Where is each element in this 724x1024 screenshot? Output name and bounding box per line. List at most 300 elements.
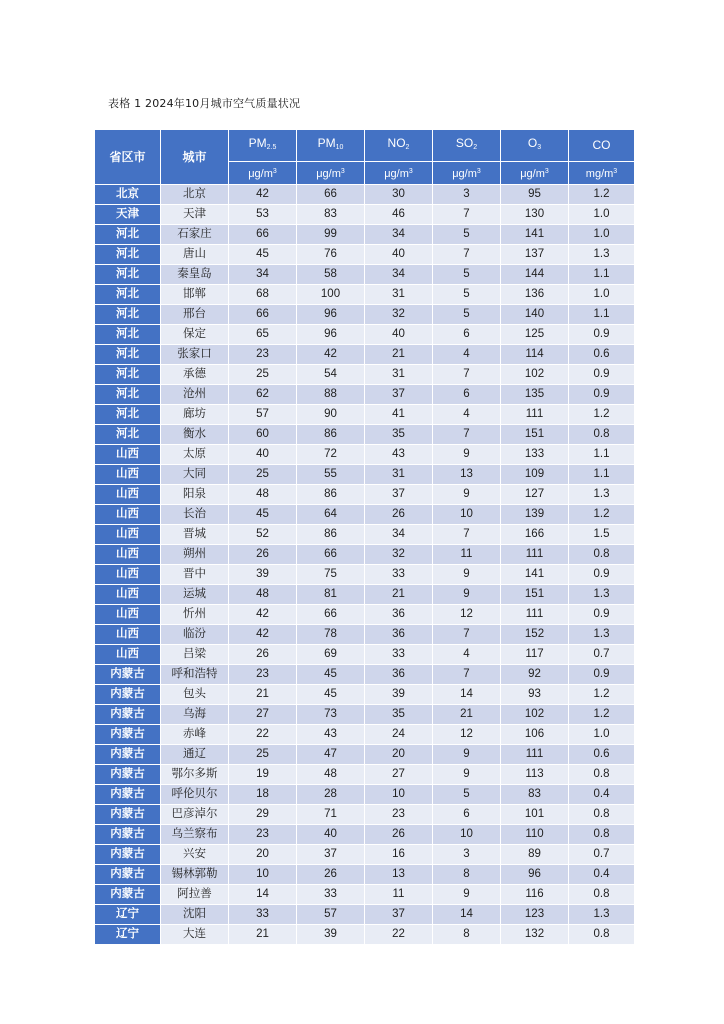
cell-province: 内蒙古 xyxy=(95,685,161,705)
cell-o3: 111 xyxy=(501,605,569,625)
cell-co: 1.3 xyxy=(569,585,635,605)
cell-pm25: 22 xyxy=(229,725,297,745)
cell-province: 河北 xyxy=(95,265,161,285)
cell-pm10: 48 xyxy=(297,765,365,785)
cell-no2: 36 xyxy=(365,605,433,625)
cell-province: 河北 xyxy=(95,365,161,385)
cell-so2: 9 xyxy=(433,445,501,465)
cell-pm25: 68 xyxy=(229,285,297,305)
cell-o3: 166 xyxy=(501,525,569,545)
cell-so2: 5 xyxy=(433,285,501,305)
cell-co: 1.1 xyxy=(569,265,635,285)
cell-co: 0.8 xyxy=(569,825,635,845)
cell-no2: 10 xyxy=(365,785,433,805)
cell-province: 山西 xyxy=(95,485,161,505)
cell-no2: 46 xyxy=(365,205,433,225)
cell-o3: 96 xyxy=(501,865,569,885)
cell-co: 0.8 xyxy=(569,425,635,445)
cell-co: 0.8 xyxy=(569,805,635,825)
cell-pm10: 73 xyxy=(297,705,365,725)
cell-pm10: 96 xyxy=(297,325,365,345)
cell-pm25: 26 xyxy=(229,645,297,665)
cell-pm10: 76 xyxy=(297,245,365,265)
cell-pm25: 10 xyxy=(229,865,297,885)
cell-pm25: 42 xyxy=(229,605,297,625)
cell-pm25: 45 xyxy=(229,505,297,525)
cell-pm25: 66 xyxy=(229,305,297,325)
table-body xyxy=(95,185,635,945)
cell-o3: 130 xyxy=(501,205,569,225)
cell-o3: 135 xyxy=(501,385,569,405)
cell-no2: 36 xyxy=(365,665,433,685)
table-row xyxy=(95,685,635,705)
cell-o3: 111 xyxy=(501,745,569,765)
cell-o3: 113 xyxy=(501,765,569,785)
cell-pm10: 37 xyxy=(297,845,365,865)
cell-province: 内蒙古 xyxy=(95,665,161,685)
cell-pm10: 40 xyxy=(297,825,365,845)
cell-city: 廊坊 xyxy=(161,405,229,425)
cell-pm25: 52 xyxy=(229,525,297,545)
table-caption: 表格 1 2024年10月城市空气质量状况 xyxy=(108,97,301,110)
cell-province: 河北 xyxy=(95,385,161,405)
table-row xyxy=(95,485,635,505)
cell-no2: 40 xyxy=(365,325,433,345)
cell-city: 朔州 xyxy=(161,545,229,565)
cell-so2: 14 xyxy=(433,905,501,925)
cell-pm25: 23 xyxy=(229,345,297,365)
cell-so2: 4 xyxy=(433,345,501,365)
cell-city: 乌海 xyxy=(161,705,229,725)
cell-city: 邢台 xyxy=(161,305,229,325)
cell-city: 晋城 xyxy=(161,525,229,545)
cell-pm25: 26 xyxy=(229,545,297,565)
cell-pm10: 45 xyxy=(297,685,365,705)
cell-pm10: 47 xyxy=(297,745,365,765)
cell-city: 赤峰 xyxy=(161,725,229,745)
cell-no2: 26 xyxy=(365,505,433,525)
unit-pm10: $\mu g/m^3$ xyxy=(297,162,365,185)
cell-no2: 16 xyxy=(365,845,433,865)
cell-pm25: 25 xyxy=(229,365,297,385)
cell-co: 1.2 xyxy=(569,405,635,425)
cell-co: 0.9 xyxy=(569,325,635,345)
cell-pm25: 42 xyxy=(229,185,297,205)
cell-pm25: 53 xyxy=(229,205,297,225)
cell-city: 吕梁 xyxy=(161,645,229,665)
cell-no2: 26 xyxy=(365,825,433,845)
air-quality-table xyxy=(94,129,635,945)
cell-so2: 10 xyxy=(433,505,501,525)
cell-o3: 151 xyxy=(501,425,569,445)
cell-province: 内蒙古 xyxy=(95,765,161,785)
cell-city: 锡林郭勒 xyxy=(161,865,229,885)
table-row xyxy=(95,385,635,405)
header-row-pollutants xyxy=(95,130,635,162)
cell-pm10: 42 xyxy=(297,345,365,365)
cell-pm10: 78 xyxy=(297,625,365,645)
cell-so2: 7 xyxy=(433,425,501,445)
cell-city: 承德 xyxy=(161,365,229,385)
cell-o3: 133 xyxy=(501,445,569,465)
cell-co: 0.9 xyxy=(569,385,635,405)
cell-province: 天津 xyxy=(95,205,161,225)
cell-province: 河北 xyxy=(95,405,161,425)
cell-city: 兴安 xyxy=(161,845,229,865)
cell-so2: 5 xyxy=(433,305,501,325)
table-row xyxy=(95,825,635,845)
cell-no2: 40 xyxy=(365,245,433,265)
cell-no2: 34 xyxy=(365,265,433,285)
header-so2: $SO_2$ xyxy=(433,130,501,162)
cell-pm25: 19 xyxy=(229,765,297,785)
cell-o3: 102 xyxy=(501,705,569,725)
cell-city: 阿拉善 xyxy=(161,885,229,905)
cell-pm10: 39 xyxy=(297,925,365,945)
table-row xyxy=(95,885,635,905)
cell-so2: 7 xyxy=(433,205,501,225)
cell-so2: 3 xyxy=(433,185,501,205)
cell-o3: 136 xyxy=(501,285,569,305)
table-row xyxy=(95,305,635,325)
cell-province: 山西 xyxy=(95,625,161,645)
cell-city: 运城 xyxy=(161,585,229,605)
cell-so2: 5 xyxy=(433,265,501,285)
table-row xyxy=(95,205,635,225)
cell-province: 山西 xyxy=(95,545,161,565)
cell-no2: 27 xyxy=(365,765,433,785)
cell-pm25: 23 xyxy=(229,825,297,845)
table-row xyxy=(95,345,635,365)
cell-pm10: 54 xyxy=(297,365,365,385)
table-row xyxy=(95,845,635,865)
cell-no2: 11 xyxy=(365,885,433,905)
cell-o3: 101 xyxy=(501,805,569,825)
cell-city: 邯郸 xyxy=(161,285,229,305)
cell-no2: 31 xyxy=(365,285,433,305)
cell-city: 唐山 xyxy=(161,245,229,265)
cell-co: 0.8 xyxy=(569,885,635,905)
cell-pm10: 55 xyxy=(297,465,365,485)
cell-province: 河北 xyxy=(95,345,161,365)
cell-province: 内蒙古 xyxy=(95,825,161,845)
cell-pm10: 86 xyxy=(297,525,365,545)
cell-no2: 41 xyxy=(365,405,433,425)
cell-pm10: 57 xyxy=(297,905,365,925)
cell-so2: 11 xyxy=(433,545,501,565)
cell-co: 1.1 xyxy=(569,465,635,485)
cell-so2: 10 xyxy=(433,825,501,845)
cell-so2: 21 xyxy=(433,705,501,725)
cell-pm10: 66 xyxy=(297,185,365,205)
cell-co: 1.2 xyxy=(569,185,635,205)
cell-province: 内蒙古 xyxy=(95,865,161,885)
cell-co: 0.7 xyxy=(569,645,635,665)
table-row xyxy=(95,705,635,725)
cell-province: 山西 xyxy=(95,645,161,665)
cell-o3: 109 xyxy=(501,465,569,485)
cell-pm10: 28 xyxy=(297,785,365,805)
cell-city: 临汾 xyxy=(161,625,229,645)
table-row xyxy=(95,405,635,425)
cell-o3: 139 xyxy=(501,505,569,525)
cell-pm25: 34 xyxy=(229,265,297,285)
cell-no2: 13 xyxy=(365,865,433,885)
cell-pm10: 96 xyxy=(297,305,365,325)
cell-co: 1.0 xyxy=(569,225,635,245)
cell-so2: 13 xyxy=(433,465,501,485)
cell-province: 河北 xyxy=(95,425,161,445)
cell-co: 0.7 xyxy=(569,845,635,865)
cell-co: 0.8 xyxy=(569,925,635,945)
cell-province: 河北 xyxy=(95,225,161,245)
cell-so2: 7 xyxy=(433,245,501,265)
cell-so2: 4 xyxy=(433,645,501,665)
cell-city: 呼和浩特 xyxy=(161,665,229,685)
table-row xyxy=(95,185,635,205)
cell-co: 0.9 xyxy=(569,665,635,685)
cell-o3: 93 xyxy=(501,685,569,705)
cell-so2: 8 xyxy=(433,865,501,885)
cell-pm25: 42 xyxy=(229,625,297,645)
table-row xyxy=(95,445,635,465)
cell-province: 内蒙古 xyxy=(95,745,161,765)
cell-pm10: 83 xyxy=(297,205,365,225)
cell-pm10: 72 xyxy=(297,445,365,465)
cell-o3: 140 xyxy=(501,305,569,325)
cell-city: 大连 xyxy=(161,925,229,945)
cell-pm25: 20 xyxy=(229,845,297,865)
table-row xyxy=(95,265,635,285)
cell-so2: 6 xyxy=(433,325,501,345)
cell-pm10: 45 xyxy=(297,665,365,685)
cell-so2: 9 xyxy=(433,885,501,905)
cell-no2: 22 xyxy=(365,925,433,945)
cell-pm10: 58 xyxy=(297,265,365,285)
table-row xyxy=(95,785,635,805)
cell-province: 辽宁 xyxy=(95,925,161,945)
table-row xyxy=(95,225,635,245)
cell-no2: 36 xyxy=(365,625,433,645)
cell-so2: 9 xyxy=(433,485,501,505)
unit-o3: $\mu g/m^3$ xyxy=(501,162,569,185)
cell-pm10: 86 xyxy=(297,485,365,505)
header-province: 省区市 xyxy=(95,130,161,185)
cell-city: 沈阳 xyxy=(161,905,229,925)
cell-o3: 123 xyxy=(501,905,569,925)
header-pm25: $PM_{2.5}$ xyxy=(229,130,297,162)
cell-co: 1.2 xyxy=(569,505,635,525)
cell-pm25: 27 xyxy=(229,705,297,725)
cell-so2: 12 xyxy=(433,725,501,745)
table-row xyxy=(95,465,635,485)
cell-province: 山西 xyxy=(95,565,161,585)
cell-pm25: 48 xyxy=(229,485,297,505)
cell-no2: 34 xyxy=(365,225,433,245)
cell-city: 大同 xyxy=(161,465,229,485)
cell-no2: 35 xyxy=(365,705,433,725)
cell-province: 河北 xyxy=(95,325,161,345)
cell-city: 衡水 xyxy=(161,425,229,445)
cell-city: 长治 xyxy=(161,505,229,525)
cell-o3: 132 xyxy=(501,925,569,945)
header-co: CO xyxy=(569,130,635,162)
cell-co: 1.2 xyxy=(569,685,635,705)
cell-no2: 24 xyxy=(365,725,433,745)
cell-so2: 12 xyxy=(433,605,501,625)
cell-so2: 7 xyxy=(433,525,501,545)
cell-so2: 6 xyxy=(433,805,501,825)
cell-city: 秦皇岛 xyxy=(161,265,229,285)
unit-no2: $\mu g/m^3$ xyxy=(365,162,433,185)
table-row xyxy=(95,925,635,945)
table-row xyxy=(95,865,635,885)
cell-pm25: 25 xyxy=(229,465,297,485)
cell-co: 1.3 xyxy=(569,905,635,925)
cell-o3: 144 xyxy=(501,265,569,285)
cell-so2: 9 xyxy=(433,565,501,585)
cell-o3: 125 xyxy=(501,325,569,345)
cell-so2: 9 xyxy=(433,765,501,785)
cell-city: 呼伦贝尔 xyxy=(161,785,229,805)
cell-co: 1.5 xyxy=(569,525,635,545)
cell-co: 1.0 xyxy=(569,725,635,745)
cell-pm10: 81 xyxy=(297,585,365,605)
cell-no2: 37 xyxy=(365,385,433,405)
cell-no2: 43 xyxy=(365,445,433,465)
cell-o3: 110 xyxy=(501,825,569,845)
cell-no2: 35 xyxy=(365,425,433,445)
cell-pm25: 33 xyxy=(229,905,297,925)
cell-o3: 92 xyxy=(501,665,569,685)
cell-o3: 111 xyxy=(501,545,569,565)
cell-city: 乌兰察布 xyxy=(161,825,229,845)
cell-province: 内蒙古 xyxy=(95,725,161,745)
header-no2: $NO_2$ xyxy=(365,130,433,162)
header-pm10: $PM_{10}$ xyxy=(297,130,365,162)
cell-so2: 7 xyxy=(433,365,501,385)
table-row xyxy=(95,605,635,625)
table-row xyxy=(95,585,635,605)
cell-pm25: 18 xyxy=(229,785,297,805)
cell-co: 1.3 xyxy=(569,625,635,645)
cell-so2: 7 xyxy=(433,625,501,645)
cell-pm25: 48 xyxy=(229,585,297,605)
cell-o3: 141 xyxy=(501,225,569,245)
cell-city: 天津 xyxy=(161,205,229,225)
table-row xyxy=(95,665,635,685)
table-row xyxy=(95,245,635,265)
cell-province: 内蒙古 xyxy=(95,785,161,805)
header-o3: $O_3$ xyxy=(501,130,569,162)
cell-so2: 7 xyxy=(433,665,501,685)
cell-city: 保定 xyxy=(161,325,229,345)
table-row xyxy=(95,745,635,765)
cell-pm25: 21 xyxy=(229,925,297,945)
cell-pm10: 90 xyxy=(297,405,365,425)
cell-province: 河北 xyxy=(95,285,161,305)
cell-province: 辽宁 xyxy=(95,905,161,925)
table-row xyxy=(95,725,635,745)
table-row xyxy=(95,425,635,445)
cell-so2: 14 xyxy=(433,685,501,705)
cell-pm10: 75 xyxy=(297,565,365,585)
cell-o3: 127 xyxy=(501,485,569,505)
cell-o3: 114 xyxy=(501,345,569,365)
cell-no2: 39 xyxy=(365,685,433,705)
cell-o3: 152 xyxy=(501,625,569,645)
cell-pm25: 39 xyxy=(229,565,297,585)
cell-city: 太原 xyxy=(161,445,229,465)
cell-pm25: 45 xyxy=(229,245,297,265)
table-row xyxy=(95,645,635,665)
cell-co: 1.1 xyxy=(569,305,635,325)
cell-co: 0.6 xyxy=(569,745,635,765)
cell-pm10: 33 xyxy=(297,885,365,905)
table-row xyxy=(95,625,635,645)
cell-no2: 31 xyxy=(365,465,433,485)
cell-province: 山西 xyxy=(95,525,161,545)
table-row xyxy=(95,325,635,345)
table-row xyxy=(95,565,635,585)
table-row xyxy=(95,365,635,385)
cell-pm10: 88 xyxy=(297,385,365,405)
cell-province: 山西 xyxy=(95,445,161,465)
table-row xyxy=(95,285,635,305)
cell-no2: 21 xyxy=(365,585,433,605)
cell-pm25: 60 xyxy=(229,425,297,445)
cell-so2: 4 xyxy=(433,405,501,425)
table-row xyxy=(95,545,635,565)
cell-pm10: 66 xyxy=(297,545,365,565)
cell-so2: 9 xyxy=(433,745,501,765)
cell-co: 1.0 xyxy=(569,285,635,305)
cell-no2: 23 xyxy=(365,805,433,825)
cell-city: 沧州 xyxy=(161,385,229,405)
cell-so2: 3 xyxy=(433,845,501,865)
cell-so2: 9 xyxy=(433,585,501,605)
cell-o3: 83 xyxy=(501,785,569,805)
cell-co: 0.4 xyxy=(569,865,635,885)
cell-pm25: 62 xyxy=(229,385,297,405)
unit-so2: $\mu g/m^3$ xyxy=(433,162,501,185)
cell-province: 北京 xyxy=(95,185,161,205)
cell-province: 河北 xyxy=(95,305,161,325)
cell-o3: 111 xyxy=(501,405,569,425)
cell-pm10: 69 xyxy=(297,645,365,665)
cell-city: 阳泉 xyxy=(161,485,229,505)
cell-province: 内蒙古 xyxy=(95,805,161,825)
cell-pm10: 26 xyxy=(297,865,365,885)
cell-o3: 89 xyxy=(501,845,569,865)
cell-no2: 33 xyxy=(365,565,433,585)
cell-no2: 31 xyxy=(365,365,433,385)
cell-province: 内蒙古 xyxy=(95,705,161,725)
unit-pm25: $\mu g/m^3$ xyxy=(229,162,297,185)
table-row xyxy=(95,905,635,925)
cell-province: 山西 xyxy=(95,605,161,625)
cell-pm25: 65 xyxy=(229,325,297,345)
cell-city: 包头 xyxy=(161,685,229,705)
cell-co: 0.6 xyxy=(569,345,635,365)
cell-pm25: 29 xyxy=(229,805,297,825)
cell-city: 通辽 xyxy=(161,745,229,765)
cell-o3: 141 xyxy=(501,565,569,585)
table-row xyxy=(95,765,635,785)
cell-pm25: 21 xyxy=(229,685,297,705)
cell-city: 忻州 xyxy=(161,605,229,625)
cell-no2: 20 xyxy=(365,745,433,765)
